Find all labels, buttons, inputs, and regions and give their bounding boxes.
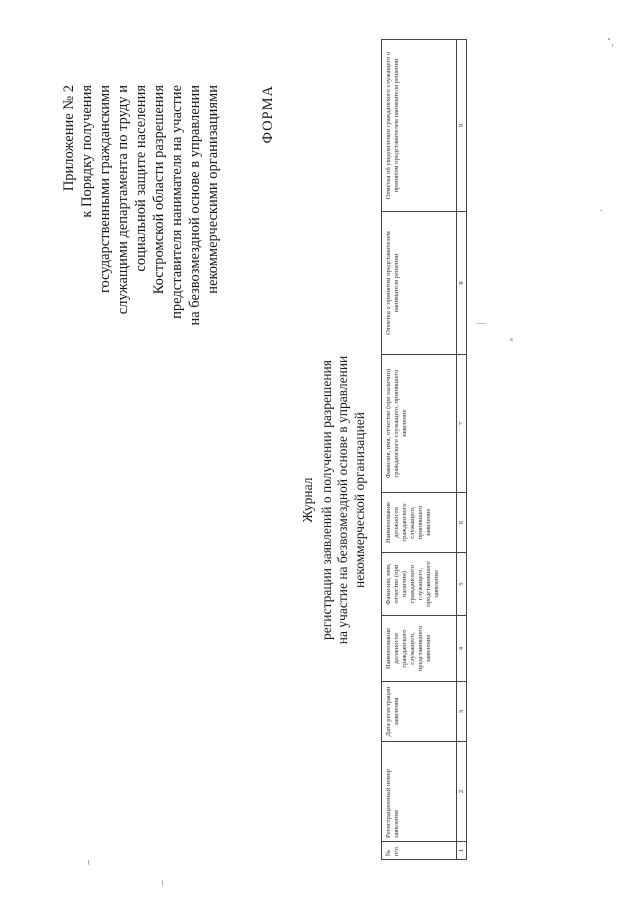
column-number: 3: [457, 682, 467, 742]
scan-speck: [475, 323, 487, 324]
appendix-line: служащими департамента по труду и: [115, 85, 131, 315]
scan-speck: [600, 210, 602, 211]
registration-table: [381, 39, 467, 860]
appendix-line: некоммерческими организациями: [205, 85, 221, 294]
table-header-cell: Отметка о принятом представителем нанимателя решении: [382, 212, 457, 355]
column-number: 9: [457, 40, 467, 212]
rotated-document-sheet: [0, 20, 640, 880]
journal-subtitle-line: некоммерческой организацией: [351, 412, 367, 588]
column-number: 4: [457, 616, 467, 682]
column-number: 8: [457, 212, 467, 355]
column-number: 6: [457, 493, 467, 553]
scan-speck: [162, 880, 163, 886]
journal-heading: [300, 240, 368, 760]
table-header-cell: Наименование должности гражданского служащего, принявшего заявление: [382, 493, 457, 553]
table-header-cell: Фамилия, имя, отчество (при наличии) гражданского служащего, представившего заявление: [382, 553, 457, 616]
journal-title: Журнал: [300, 477, 315, 523]
scan-speck: [612, 44, 613, 47]
scan-speck: [510, 338, 513, 341]
scan-speck: [88, 860, 89, 865]
table-header-cell: Наименование должности гражданского служащего, представившего заявление: [382, 616, 457, 682]
appendix-line: Костромской области разрешения: [151, 85, 167, 295]
scan-speck: [608, 38, 610, 40]
appendix-line: государственными гражданскими: [97, 85, 113, 294]
table-number-row: [457, 40, 467, 860]
table-header-cell: Отметка об уведомлении гражданского служащего о принятом представителем нанимателя решении: [382, 40, 457, 212]
appendix-block: [60, 85, 222, 335]
table-header-row: [382, 40, 457, 860]
journal-subtitle-line: на участие на безвозмездной основе в управлении: [335, 355, 350, 645]
appendix-line: к Порядку получения: [79, 85, 95, 218]
appendix-line: социальной защите населения: [133, 85, 149, 272]
journal-subtitle-line: регистрации заявлений о получении разрешения: [318, 360, 334, 640]
column-number: 1: [457, 842, 467, 860]
appendix-line: на безвозмездной основе в управлении: [187, 85, 203, 326]
column-number: 2: [457, 742, 467, 842]
form-label: ФОРМА: [260, 85, 276, 144]
appendix-line: Приложение № 2: [61, 85, 77, 192]
table-header-cell: Регистрационный номер заявления: [382, 742, 457, 842]
appendix-line: представителя нанимателя на участие: [169, 85, 185, 319]
table-header-cell: Дата регистрации заявления: [382, 682, 457, 742]
column-number: 7: [457, 355, 467, 493]
table-header-cell: Фамилия, имя, отчество (при наличии) гражданского служащего, принявшего заявление: [382, 355, 457, 493]
column-number: 5: [457, 553, 467, 616]
table-header-cell: № п/п: [382, 842, 457, 860]
